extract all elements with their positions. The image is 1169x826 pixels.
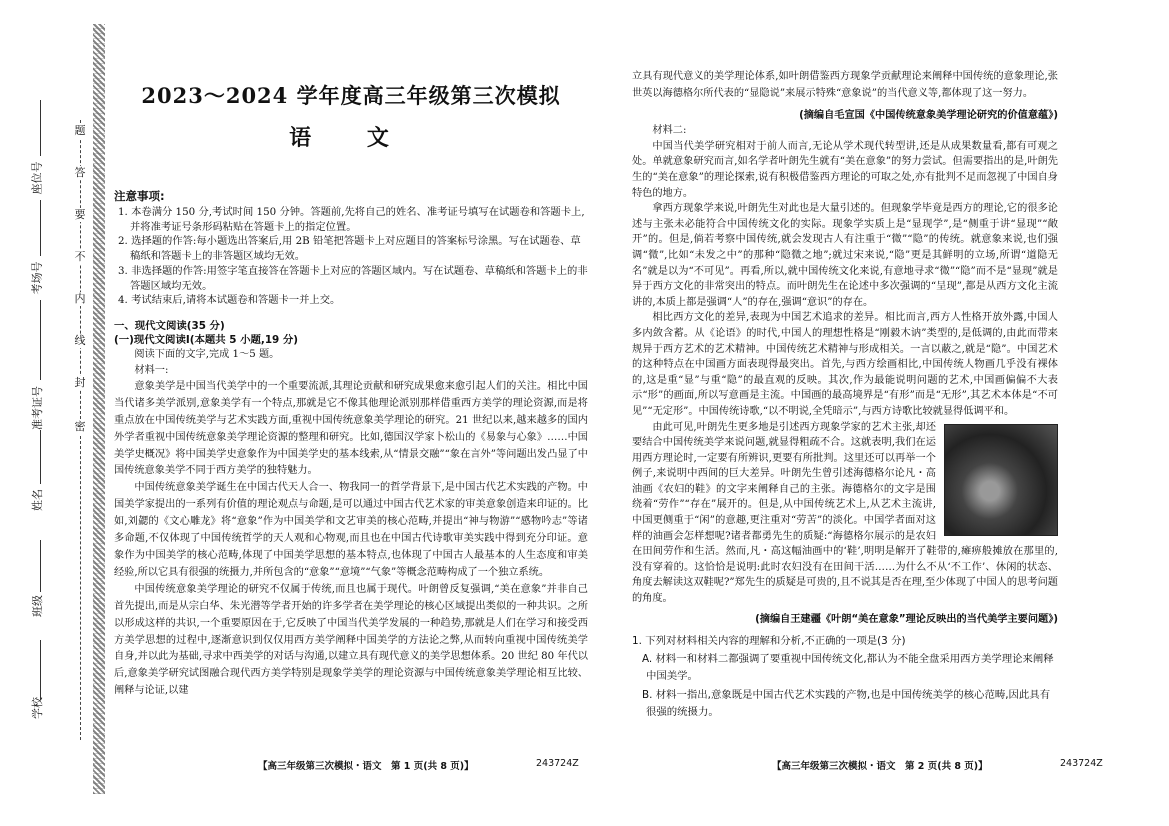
notice-item: 2. 选择题的作答:每小题选出答案后,用 2B 铅笔把答题卡上对应题目的答案标号涂黑。写在试题卷、草稿纸和答题卡上的非答题区域均无效。 bbox=[118, 235, 581, 263]
name-blank[interactable] bbox=[40, 430, 41, 484]
seal-char: 题 bbox=[72, 124, 88, 138]
paragraph: 中国当代美学研究相对于前人而言,无论从学术现代转型讲,还是从成果数量看,都有可观之处。单就意象研究而言,如名学者叶朗先生就有“美在意象”的努力尝试。但需要指出的是,叶朗先生的“美在意象”的理论探索,说有积极借鉴西方理论的可取之处,亦有批判不足而忽视了中国自身特色的地方。 bbox=[632, 140, 1058, 199]
class-blank[interactable] bbox=[40, 540, 41, 592]
page-2-footer: 【高三年级第三次模拟・语文 第 2 页(共 8 页)】 bbox=[772, 761, 988, 772]
binding-strip bbox=[0, 0, 108, 826]
exam-no-blank[interactable] bbox=[40, 300, 41, 380]
notice-item: 4. 考试结束后,请将本试题卷和答题卡一并上交。 bbox=[118, 294, 341, 307]
source-citation: (摘编自毛宣国《中国传统意象美学理论研究的价值意蕴》) bbox=[799, 109, 1058, 121]
seat-label: 座位号 bbox=[30, 161, 44, 195]
paragraph: 拿西方现象学来说,叶朗先生对此也是大量引述的。但现象学毕竟是西方的理论,它的很多论述与主张未必能符合中国传统文化的实际。现象学实质上是“显现学”,是“侧重于讲“显现”“敞开”的。但是,倘若考察中国传统,就会发现古人有注重于“微”“隐”的传统。就意象来说,也们强调“微”,比如“未发之中”的那种“隐微之地”;就过宋来说,“隐”更是其鲜明的立场,所谓“道隐无名”就是以为“不可见”。再看,所以,就中国传统文化来说,有意地寻求“微”“隐”而不是“显现”就是异于西方文化的非常突出的特点。而叶朗先生在论述中多次强调的“呈现”,都是从西方文化主流讲的,本质上都是强调“人”的存在,强调“意识”的存在。 bbox=[632, 203, 1058, 308]
notice-item: 3. 非选择题的作答:用签字笔直接答在答题卡上对应的答题区域内。写在试题卷、草稿纸和答题卡上的非答题区域均无效。 bbox=[118, 264, 588, 292]
exam-title: 2023～2024 学年度高三年级第三次模拟 bbox=[141, 83, 561, 108]
material-2-label: 材料二: bbox=[652, 124, 687, 136]
subject-title: 语 文 bbox=[289, 125, 413, 151]
paragraph: 立具有现代意义的美学理论体系,如叶朗借鉴西方现象学贡献理论来阐释中国传统的意象理论,张世英以海德格尔所代表的“显隐说”来展示特殊“意象说”的当代意义等,都体现了这一努力。 bbox=[632, 71, 1058, 99]
page-2 bbox=[632, 69, 1058, 721]
room-blank[interactable] bbox=[40, 200, 41, 256]
painting-image bbox=[944, 424, 1058, 536]
name-label: 姓名 bbox=[31, 489, 44, 511]
school-label: 学校 bbox=[31, 697, 44, 719]
page-1-code: 243724Z bbox=[536, 758, 579, 769]
seal-char: 不 bbox=[72, 250, 88, 264]
seal-char: 答 bbox=[72, 166, 88, 180]
class-label: 班级 bbox=[31, 595, 44, 617]
seal-char: 封 bbox=[72, 376, 88, 390]
seal-char: 密 bbox=[72, 420, 88, 434]
notice-item: 1. 本卷满分 150 分,考试时间 150 分钟。答题前,先将自己的姓名、准考证号填写在试题卷和答题卡上,并将准考证号条形码粘贴在答题卡上的指定位置。 bbox=[118, 206, 585, 233]
seat-blank[interactable] bbox=[40, 100, 41, 156]
page-1-footer: 【高三年级第三次模拟・语文 第 1 页(共 8 页)】 bbox=[258, 761, 474, 772]
section-heading: 一、现代文阅读(35 分) bbox=[114, 319, 225, 332]
instruction: 阅读下面的文字,完成 1～5 题。 bbox=[134, 348, 280, 360]
notice-heading: 注意事项: bbox=[114, 189, 165, 203]
paragraph: 中国传统意象美学理论的研究不仅属于传统,而且也属于现代。叶朗曾反复强调,“美在意象”并非自己首先提出,而是从宗白华、朱光潜等学者开始的许多学者在美学理论的核心区域提出类似的一种共识。之所以形成这样的共识,一个重要原因在于,它反映了中国当代美学发展的一种趋势,那就是人们在学习和接受西方美学思想的过程中,逐渐意识到仅仅用西方美学阐释中国美学的方法论之弊,从而转向重视中国传统美学自身,并以此为基础,寻求中西美学的对话与沟通,以建立具有现代意义的美学思想体系。20 世纪 80 年代以后,意象美学研究试图融合现代西方美学特别是现象学美学的理论资源与中国传统意象美学理论相互比较、阐释与论证,以建 bbox=[114, 583, 588, 697]
page-1 bbox=[114, 82, 588, 700]
notice-list bbox=[114, 205, 588, 308]
paragraph: 由此可见,叶朗先生更多地是引述西方现象学家的艺术主张,却还要结合中国传统美学来说问题,就显得粗疏不合。这就表明,我们在运用西方理论时,一定要有所辨识,更要有所批判。这里还可以再举一个例子,来说明中西间的巨大差异。叶朗先生曾引述海德格尔论凡・高油画《农妇的鞋》的文字来阐释自己的主张。海德格尔的文字是围绕着“劳作”“存在”展开的。但是,从中国传统艺术上,从艺术主流讲,中国更侧重于“闲”的意趣,更注重对“劳苦”的淡化。中国学者面对这样的油画会怎样想呢?诸者都勇先生的质疑:“海德格尔展示的是农妇在田间劳作和生活。然而,凡・高这幅油画中的‘鞋’,明明是解开了鞋带的,瘫痹般摊放在那里的,没有穿着的。这恰恰是说明:此时农妇没有在田间干活……为什么不从‘不工作’、休闲的状态、角度去解读这双鞋呢?”郑先生的质疑是可贵的,且不说其是否在理,至少体现了中国人的思考问题的角度。 bbox=[632, 421, 1058, 605]
seal-char: 要 bbox=[72, 208, 88, 222]
school-blank[interactable] bbox=[40, 640, 41, 700]
source-citation: (摘编自王建疆《叶朗“美在意象”理论反映出的当代美学主要问题》) bbox=[755, 613, 1058, 625]
question-1: 1. 下列对材料相关内容的理解和分析,不正确的一项是(3 分) bbox=[632, 634, 906, 647]
paragraph: 意象美学是中国当代美学中的一个重要流派,其理论贡献和研究成果愈来愈引起人们的关注。相比中国当代诸多美学派别,意象美学有一个特点,那就是它不像其他理论派别那样借重西方美学的理论资源,而是将重点放在中国传统美学与艺术实践方面,重视中国传统意象美学理论的研究。21 世纪以来,越来越多的国内外学者重视中国传统意象美学理论资源的整理和研究。比如,德国汉学家卜松山的《易象与心象》……中国美学史概况》将中国美学史意象作为中国美学史的基本线索,从“情景交融”“象在言外”等问题出发凸显了中国传统意象美学不同于西方美学的独特魅力。 bbox=[114, 380, 588, 477]
exam-no-label: 准考证号 bbox=[31, 386, 44, 430]
seal-char: 线 bbox=[72, 334, 88, 348]
binding-pattern bbox=[93, 24, 105, 794]
material-1-label: 材料一: bbox=[134, 364, 169, 376]
seal-char: 内 bbox=[72, 292, 88, 306]
option-a: A. 材料一和材料二都强调了要重视中国传统文化,都认为不能全盘采用西方美学理论来阐释中国美学。 bbox=[642, 652, 1054, 682]
paragraph: 相比西方文化的差异,表现为中国艺术追求的差异。相比而言,西方人性格开放外露,中国人多内敛含蓄。从《论语》的时代,中国人的理想性格是“刚毅木讷”类型的,是低调的,由此而带来规异于西方艺术的艺术精神。中国传统艺术精神与形成相关。一言以蔽之,就是“隐”。中国艺术的这种特点在中国画方面表现得最突出。首先,与西方绘画相比,中国传统人物画几乎没有裸体的,这是重“显”与重“隐”的最直观的反映。其次,作为最能说明问题的艺术,中国画偏偏不大表示“形”的画面,所以写意画是主流。中国画的最高境界是“有形”而是“无形”,其艺术本体是“不可见”“无定形”。中国传统诗歌,“以不明说,全凭暗示”,与西方诗歌比较就显得低调平和。 bbox=[632, 312, 1058, 417]
subsection-heading: (一)现代文阅读Ⅰ(本题共 5 小题,19 分) bbox=[114, 333, 299, 346]
option-b: B. 材料一指出,意象既是中国古代艺术实践的产物,也是中国传统美学的核心范畴,因此具有很强的统摄力。 bbox=[642, 688, 1051, 718]
page-2-code: 243724Z bbox=[1060, 758, 1103, 769]
room-label: 考场号 bbox=[30, 261, 44, 295]
paragraph: 中国传统意象美学诞生在中国古代天人合一、物我同一的哲学背景下,是中国古代艺术实践的产物。中国美学家提出的一系列有价值的理论观点与命题,是可以通过中国古代艺术家的审美意象创造来印证的。比如,刘勰的《文心雕龙》将“意象”作为中国美学和文艺审美的核心范畴,并提出“神与物游”“感物吟志”等诸多命题,不仅体现了中国传统哲学的天人观和心物观,而且也在中国古代诗歌审美实践中得到充分印证。意象作为中国美学的核心范畴,体现了中国美学思想的基本特点,也体现了中国古人最基本的人生态度和审美经验,所以它具有很强的统摄力,并所包含的“意象”“意境”“气象”等概念范畴构成了一个独立系统。 bbox=[114, 482, 588, 578]
